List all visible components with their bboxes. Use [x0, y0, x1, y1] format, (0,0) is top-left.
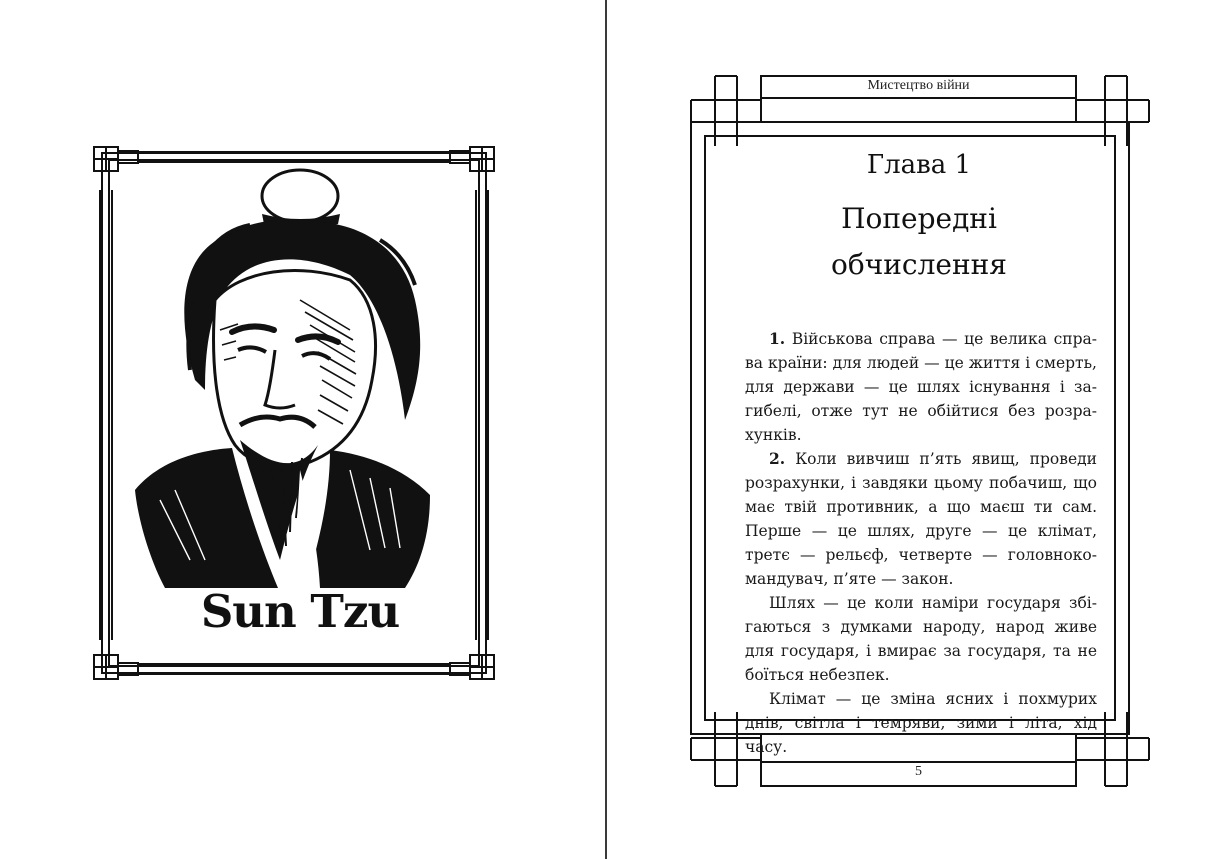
paragraph-text: Шлях — це коли наміри государя збігаються з думками народу, народ живе для государя, і вмирає за государя, та не боїться небезпек. — [745, 594, 1097, 684]
paragraph-text: Коли вивчиш п’ять явищ, проведи розрахунки, і завдяки цьому побачиш, що має твій противник, а що маєш ти сам. Перше — це шлях, друге — це клімат, третє — рельєф, четверте — головнокомандувач, п’яте — закон. — [745, 450, 1097, 588]
sun-tzu-portrait-illustration — [0, 0, 605, 859]
chapter-title: Попередні обчислення — [831, 202, 1007, 281]
page-number: 5 — [915, 764, 922, 779]
left-page — [0, 0, 605, 859]
chapter-label: Глава 1 — [866, 150, 972, 180]
paragraph-number: 2. — [769, 449, 786, 468]
paragraph — [745, 447, 1097, 591]
portrait-title: Sun Tzu — [200, 585, 400, 638]
paragraph-number: 1. — [769, 329, 786, 348]
running-head: Мистецтво війни — [867, 78, 970, 93]
right-page — [607, 0, 1213, 859]
paragraph-text: Клімат — це зміна ясних і похмурих днів, світла і темряви, зими і літа, хід часу. — [745, 690, 1097, 756]
paragraph-text: Військова справа — це велика справа країни: для людей — це життя і смерть, для держави — це шлях існування і загибелі, отже тут не обійтися без розрахунків. — [745, 330, 1097, 444]
chapter-body-text — [745, 327, 1097, 759]
paragraph — [745, 591, 1097, 687]
paragraph — [745, 327, 1097, 447]
paragraph — [745, 687, 1097, 759]
